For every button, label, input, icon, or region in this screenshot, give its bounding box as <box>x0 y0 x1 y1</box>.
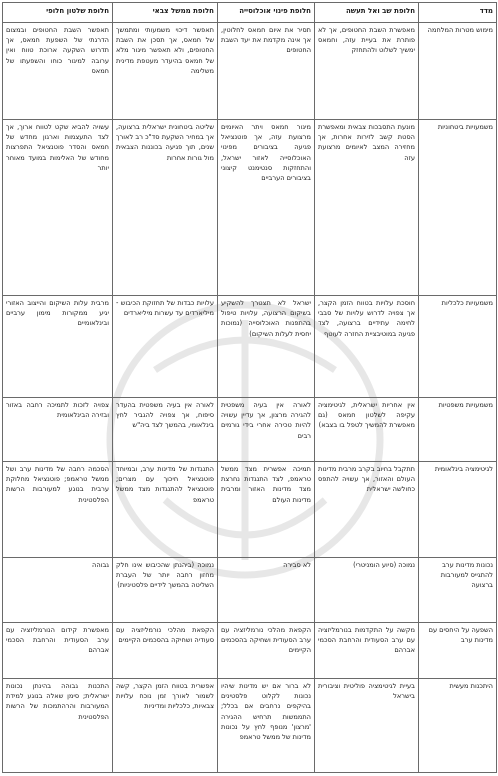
table-cell: לא ברור אם יש מדינות שיהיו נכונות לקלוט פלסטינים בהיקפים נרחבים אם בכלל; התממשות תרחיש ההגירה 'מרצון' מנופף לחץ על נכונות מדינות של ממשל טראמפ <box>218 679 315 773</box>
row-label: לגיטימציה בינלאומית <box>419 462 497 558</box>
table-cell: חוסכת עלויות בטווח הזמן הקצר, אך צפויה לדרוש עלויות של סבבי לחימה עתידיים ברצועה, לצד פגיעה במוטיבציית החזרה לעוטף <box>315 296 419 398</box>
table-cell: ישראל לא תצטרך להשקיע בשיקום הרצועה, עלויות טיפול בהתפנות האוכלוסייה (נמוכות יחסית לעלות השיקום) <box>218 296 315 398</box>
table-row <box>3 462 497 558</box>
header-status-quo: חלופת שב ואל תעשה <box>315 3 419 23</box>
table-cell: מיגור חמאס ויתר האיומים מרצועת עזה, אך פוטנציאל פגיעה בציבורים מפינוי האוכלוסייה לאזור ישראל, והתחזקות סנטימנט קיצוני בציבורים הערביים <box>218 120 315 296</box>
table-cell: לא סבירה <box>218 558 315 623</box>
table-cell: התנגדות של מדינות ערב, ובמיוחד פוטנציאל חיכוך עם מצרים; פוטנציאל להתנגדות מצד ממשל טראמפ <box>113 462 218 558</box>
table-cell: התכנות גבוהה בהינתן נכונות ישראלית; סימן שאלה בנוגע למידת המעורבות והרהתמכות של הרשות הפלסטינית <box>3 679 113 773</box>
table-cell: תאפשר דיכוי משמעותי ומתמשך של חמאס, אך תסכן את השבת החטופים, ולא תאפשר מיגור מלא של חמאס בהיעדר מעטפת מדינית משלימה <box>113 23 218 120</box>
header-alternative-rule: חלופת שלטון חלופי <box>3 3 113 23</box>
table-cell: מרבית עלות השיקום והייצוב האזורי יגיע ממקורות מימון ערביים ובינלאומיים <box>3 296 113 398</box>
table-cell: צפויה לזכות לתמיכה רחבה באזור ובזירה הבינלאומית <box>3 398 113 462</box>
table-cell: גבוהה <box>3 558 113 623</box>
table-cell: הקפאת מהלכי נורמליזציה עם סעודיה ושחיקה בהסכמים הקיימים <box>113 623 218 679</box>
table-row <box>3 23 497 120</box>
table-row <box>3 398 497 462</box>
header-metric: מדד <box>419 3 497 23</box>
comparison-table <box>2 2 497 773</box>
table-cell: מאפשרת קידום הנורמליזציה עם ערב הסעודית והרחבת הסכמי אברהם <box>3 623 113 679</box>
table-cell: מקשה על התקדמות בנורמליזציה עם ערב הסעודית והרחבת הסכמי אברהם <box>315 623 419 679</box>
table-cell: תסיר את איום חמאס לחלוטין, אך אינה מקדמת את יעד השבת החטופים <box>218 23 315 120</box>
table-cell: מאפשרת השבת החטופים, אך לא פותרת את בעיית עזה, וחמאס ימשיך לשלוט ולהתחזק <box>315 23 419 120</box>
row-label: משמעויות כלכליות <box>419 296 497 398</box>
table-cell: אין אחריות ישראלית, לגיטימציה עקיפה לשלטון חמאס (גם מאפשרת להמשיך לטפל בו בצבא) <box>315 398 419 462</box>
table-cell: נמוכה (סיוע הומניטרי) <box>315 558 419 623</box>
table-cell: עשויה להביא שקט לטווח ארוך, אך לצד התעצמות וארגון מחדש של חמאס והסדר פוטנציאל התפרצות מחודש של האלימות במועד מאוחר יותר <box>3 120 113 296</box>
table-row <box>3 296 497 398</box>
table-cell: תתקבל בחיוב בקרב מרבית מדינות העולם והאזור, אך עשויה להתפס כחולשה ישראלית <box>315 462 419 558</box>
table-cell: נמוכה (ביהנתן שהכיבוש אינו חלק מחזון רחבה יותר של העברת השליטה בהמשך לידיים פלסטיניות) <box>113 558 218 623</box>
table-cell: תאפשר השבת החטופים ובמצום הדרגתי של השפעת חמאס, אך תדרוש השקעה ארוכת טווח ואין ערובה למיגור כוחו והשפעתו של חמאס <box>3 23 113 120</box>
row-label: נכונות מדינות ערב להתגייס למעורבות ברצועה <box>419 558 497 623</box>
header-military-rule: חלופת ממשל צבאי <box>113 3 218 23</box>
table-cell: בעיית לגיטימציה פוליטית וציבורית בישראל <box>315 679 419 773</box>
table-row <box>3 558 497 623</box>
table-cell: מונעת התסבכות צבאית ומאפשרת הסטת קשב לזירות אחרות, אך מחזירה המצב לאיומים מרצועת עזה <box>315 120 419 296</box>
row-label: השפעה על היחסים עם מדינות ערב <box>419 623 497 679</box>
header-row <box>3 3 497 23</box>
row-label: מימוש מטרות המלחמה <box>419 23 497 120</box>
table-cell: עלויות כבדות של תחזוקת הכיבוש - מיליארדים עד עשרות מיליארדים <box>113 296 218 398</box>
table-cell: הקפאת מהלכי נורמליזציה עם ערב הסעודית ושחיקה בהסכמים הקיימים <box>218 623 315 679</box>
table-cell: לאורה אין בעיה משפטית להגירה מרצון, אך עדיין עשויה להיות טכירה אחרי בידי גורמים רבים <box>218 398 315 462</box>
row-label: משמעויות משפטיות <box>419 398 497 462</box>
table-cell: אפשרית בטווח הזמן הקצר, קשה לשמור לאורך זמן נוכח עלויות צבאיות, כלכליות ומדיניות <box>113 679 218 773</box>
table-row <box>3 623 497 679</box>
row-label: משמעויות ביטחוניות <box>419 120 497 296</box>
table-cell: לאורה אין בעיה משפטית בהעדר סיפוח, אך צפויה להגביר לחץ בינלאומי, בהמשך לצד ביה"ש <box>113 398 218 462</box>
table-cell: תמיכה אפשרית מצד ממשל טראמפ, לצד התנגדות נחרצת מצד מדינות האזור ומרבית מדינות העולם <box>218 462 315 558</box>
table-cell: הסכמה רחבה של מדינות ערב ושל ממשל טראמפ; פוטנציאל מחלוקת ערבית בנוגע למעורבות הרשות הפלסטינית <box>3 462 113 558</box>
table-row <box>3 679 497 773</box>
row-label: היתכנות מעשית <box>419 679 497 773</box>
table-row <box>3 120 497 296</box>
header-evacuation: חלופת פינוי אוכלוסייה <box>218 3 315 23</box>
table-cell: שליטה ביטחונית ישראלית ברצועה, אך במחיר השקעת סד"כ רב לאורך שנים, תוך פגיעה בכוננות הצבאית מול גורות אחרות <box>113 120 218 296</box>
